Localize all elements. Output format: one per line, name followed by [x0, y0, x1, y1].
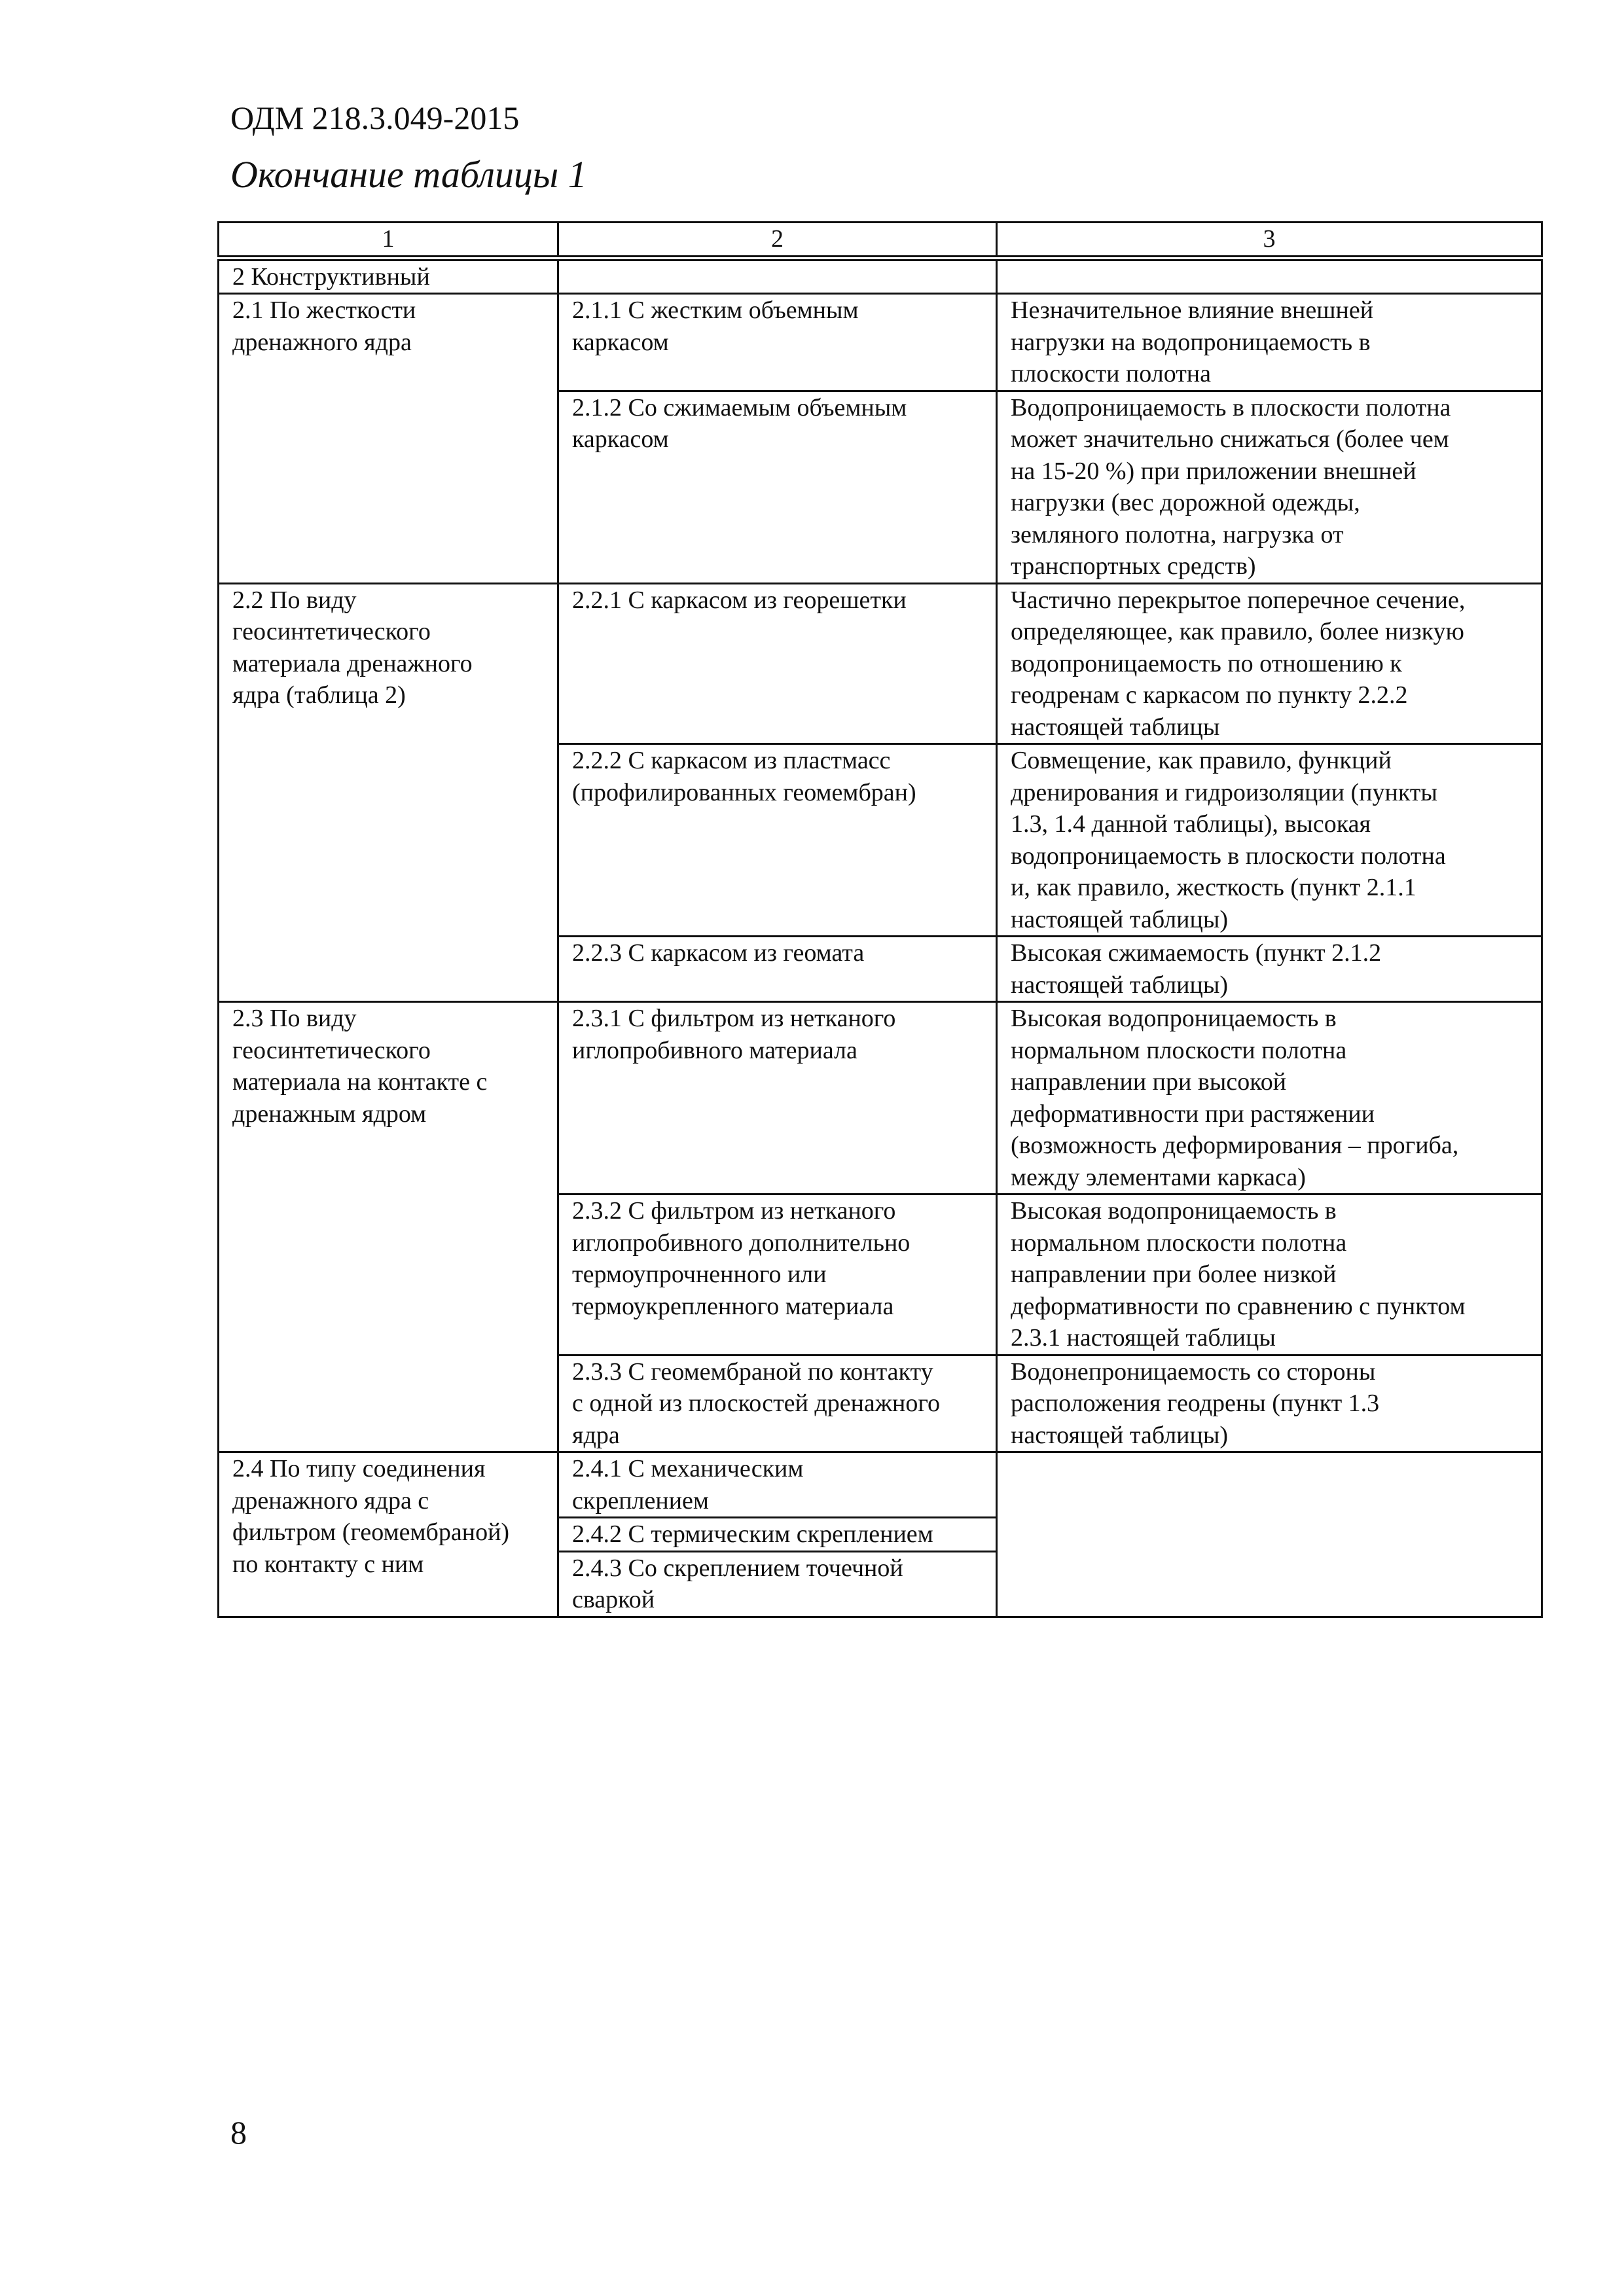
column-header-2: 2 [558, 223, 997, 259]
table-cell [558, 258, 997, 294]
table-cell: 2.3 По виду геосинтетического материала на контакте с дренажным ядром [219, 1002, 558, 1452]
table-cell: 2.2.2 С каркасом из пластмасс (профилированных геомембран) [558, 744, 997, 937]
table-cell: Высокая водопроницаемость в нормальном плоскости полотна направлении при более низкой деформативности по сравнению с пунктом 2.3.1 настоящей таблицы [997, 1194, 1542, 1355]
table-caption: Окончание таблицы 1 [230, 153, 587, 196]
table-cell: 2.4.3 Со скреплением точечной сваркой [558, 1551, 997, 1617]
table-cell: 2.1.1 С жестким объемным каркасом [558, 294, 997, 391]
column-header-1: 1 [219, 223, 558, 259]
table-row [219, 258, 1542, 294]
table-cell: 2.2.3 С каркасом из геомата [558, 937, 997, 1002]
page-number: 8 [230, 2114, 247, 2151]
table-cell: 2.3.1 С фильтром из нетканого иглопробивного материала [558, 1002, 997, 1194]
table-cell: 2.4 По типу соединения дренажного ядра с фильтром (геомембраной) по контакту с ним [219, 1452, 558, 1617]
classification-table [217, 221, 1543, 1618]
table-cell: Водонепроницаемость со стороны расположения геодрены (пункт 1.3 настоящей таблицы) [997, 1355, 1542, 1452]
table-row [219, 294, 1542, 391]
table-cell: 2.2 По виду геосинтетического материала дренажного ядра (таблица 2) [219, 583, 558, 1002]
table-cell: 2.1 По жесткости дренажного ядра [219, 294, 558, 584]
table-cell: Водопроницаемость в плоскости полотна может значительно снижаться (более чем на 15-20 %) при приложении внешней нагрузки (вес дорожной одежды, земляного полотна, нагрузка от транспортных средств) [997, 391, 1542, 583]
table-cell: Совмещение, как правило, функций дренирования и гидроизоляции (пункты 1.3, 1.4 данной таблицы), высокая водопроницаемость в плоскости полотна и, как правило, жесткость (пункт 2.1.1 настоящей таблицы) [997, 744, 1542, 937]
table-cell: Незначительное влияние внешней нагрузки на водопроницаемость в плоскости полотна [997, 294, 1542, 391]
document-code: ОДМ 218.3.049-2015 [230, 99, 520, 136]
table-cell: Высокая сжимаемость (пункт 2.1.2 настоящей таблицы) [997, 937, 1542, 1002]
table-cell: 2.4.2 С термическим скреплением [558, 1518, 997, 1552]
table-cell: 2.2.1 С каркасом из георешетки [558, 583, 997, 744]
table-row [219, 583, 1542, 744]
table-cell: 2.4.1 С механическим скреплением [558, 1452, 997, 1518]
table-cell: 2.3.2 С фильтром из нетканого иглопробивного дополнительно термоупрочненного или термоукрепленного материала [558, 1194, 997, 1355]
table-cell [997, 258, 1542, 294]
table-row [219, 1002, 1542, 1194]
table-cell: Высокая водопроницаемость в нормальном плоскости полотна направлении при высокой деформативности при растяжении (возможность деформирования – прогиба, между элементами каркаса) [997, 1002, 1542, 1194]
table-cell: 2.3.3 С геомембраной по контакту с одной из плоскостей дренажного ядра [558, 1355, 997, 1452]
table-header-row [219, 223, 1542, 259]
column-header-3: 3 [997, 223, 1542, 259]
table-cell: Частично перекрытое поперечное сечение, определяющее, как правило, более низкую водопроницаемость по отношению к геодренам с каркасом по пункту 2.2.2 настоящей таблицы [997, 583, 1542, 744]
table-cell: 2.1.2 Со сжимаемым объемным каркасом [558, 391, 997, 583]
table-row [219, 1452, 1542, 1518]
table-cell [997, 1452, 1542, 1617]
table-cell: 2 Конструктивный [219, 258, 558, 294]
